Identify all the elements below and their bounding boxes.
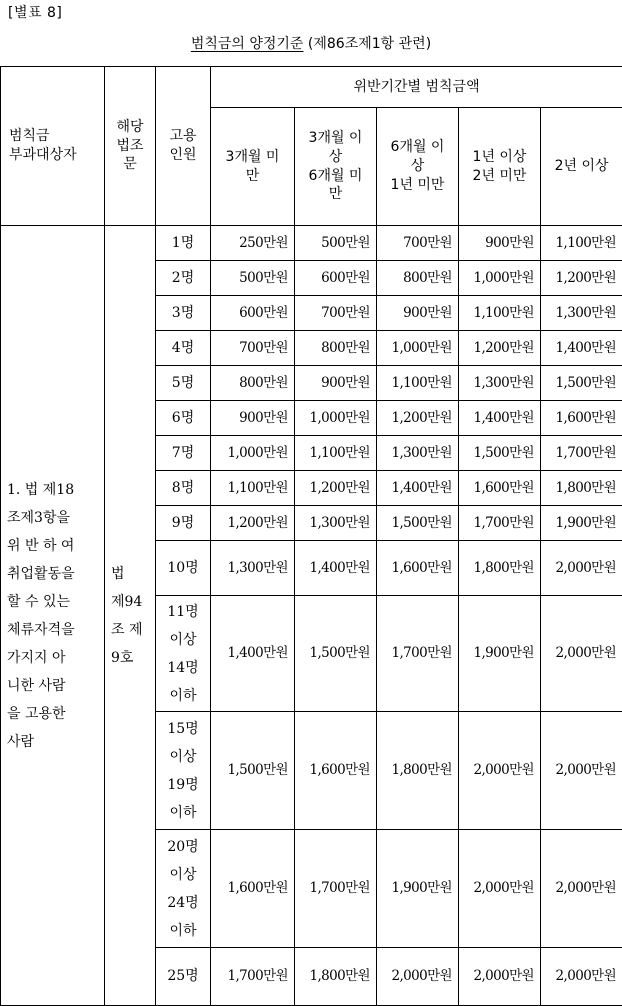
- penalty-amount: 1,500만원: [377, 506, 459, 541]
- header-period-4: 1년 이상 2년 미만: [459, 108, 541, 226]
- penalty-amount: 600만원: [295, 261, 377, 296]
- header-article: 해당 법조 문: [105, 67, 156, 226]
- penalty-amount: 1,500만원: [211, 712, 295, 830]
- penalty-amount: 1,600만원: [541, 401, 622, 436]
- penalty-amount: 1,300만원: [295, 506, 377, 541]
- penalty-amount: 2,000만원: [459, 830, 541, 948]
- employee-count: 2명: [156, 261, 211, 296]
- employee-count: 25명: [156, 948, 211, 1006]
- penalty-amount: 1,600만원: [211, 830, 295, 948]
- employee-count: 5명: [156, 366, 211, 401]
- penalty-amount: 1,700만원: [211, 948, 295, 1006]
- header-target: 범칙금 부과대상자: [1, 67, 105, 226]
- employee-count: 8명: [156, 471, 211, 506]
- header-period-1: 3개월 미 만: [211, 108, 295, 226]
- penalty-amount: 2,000만원: [541, 830, 622, 948]
- penalty-amount: 1,000만원: [211, 436, 295, 471]
- penalty-amount: 1,300만원: [211, 541, 295, 596]
- penalty-amount: 250만원: [211, 226, 295, 261]
- penalty-amount: 900만원: [295, 366, 377, 401]
- penalty-amount: 1,000만원: [459, 261, 541, 296]
- penalty-amount: 1,500만원: [541, 366, 622, 401]
- header-period-group: 위반기간별 범칙금액: [211, 67, 622, 108]
- employee-count: 20명 이상 24명 이하: [156, 830, 211, 948]
- penalty-amount: 1,100만원: [541, 226, 622, 261]
- penalty-amount: 600만원: [211, 296, 295, 331]
- penalty-amount: 2,000만원: [541, 541, 622, 596]
- penalty-amount: 1,400만원: [377, 471, 459, 506]
- penalty-amount: 1,000만원: [377, 331, 459, 366]
- penalty-amount: 1,400만원: [541, 331, 622, 366]
- employee-count: 3명: [156, 296, 211, 331]
- penalty-amount: 800만원: [377, 261, 459, 296]
- penalty-amount: 1,100만원: [295, 436, 377, 471]
- penalty-amount: 1,700만원: [459, 506, 541, 541]
- penalty-amount: 1,600만원: [459, 471, 541, 506]
- table-row: [1, 226, 622, 261]
- title-main: 범칙금의 양정기준: [191, 36, 304, 52]
- penalty-amount: 1,800만원: [295, 948, 377, 1006]
- penalty-amount: 1,800만원: [459, 541, 541, 596]
- penalty-amount: 1,200만원: [211, 506, 295, 541]
- header-period-5: 2년 이상: [541, 108, 622, 226]
- penalty-amount: 700만원: [295, 296, 377, 331]
- penalty-amount: 900만원: [377, 296, 459, 331]
- penalty-amount: 1,200만원: [377, 401, 459, 436]
- penalty-amount: 1,200만원: [541, 261, 622, 296]
- penalty-amount: 1,900만원: [377, 830, 459, 948]
- penalty-amount: 1,700만원: [541, 436, 622, 471]
- penalty-amount: 1,000만원: [295, 401, 377, 436]
- header-period-2: 3개월 이 상 6개월 미 만: [295, 108, 377, 226]
- penalty-amount: 700만원: [211, 331, 295, 366]
- penalty-amount: 1,600만원: [377, 541, 459, 596]
- penalty-amount: 1,900만원: [459, 596, 541, 712]
- article-reference: 법 제94 조 제 9호: [105, 226, 156, 1006]
- penalty-amount: 1,900만원: [541, 506, 622, 541]
- penalty-amount: 500만원: [211, 261, 295, 296]
- penalty-amount: 1,400만원: [295, 541, 377, 596]
- employee-count: 6명: [156, 401, 211, 436]
- penalty-amount: 700만원: [377, 226, 459, 261]
- title-reference: (제86조제1항 관련): [303, 36, 431, 52]
- penalty-amount: 1,300만원: [541, 296, 622, 331]
- penalty-amount: 1,500만원: [459, 436, 541, 471]
- penalty-amount: 1,100만원: [459, 296, 541, 331]
- employee-count: 10명: [156, 541, 211, 596]
- penalty-amount: 900만원: [459, 226, 541, 261]
- penalty-amount: 1,100만원: [377, 366, 459, 401]
- penalty-amount: 800만원: [295, 331, 377, 366]
- document-title: [0, 33, 622, 53]
- penalty-amount: 1,400만원: [211, 596, 295, 712]
- penalty-table: [0, 66, 622, 1006]
- penalty-amount: 2,000만원: [459, 712, 541, 830]
- penalty-amount: 1,200만원: [459, 331, 541, 366]
- penalty-amount: 2,000만원: [377, 948, 459, 1006]
- penalty-amount: 1,700만원: [295, 830, 377, 948]
- header-period-3: 6개월 이 상 1년 미만: [377, 108, 459, 226]
- employee-count: 4명: [156, 331, 211, 366]
- penalty-amount: 1,200만원: [295, 471, 377, 506]
- appendix-label: [별표 8]: [8, 2, 62, 22]
- employee-count: 15명 이상 19명 이하: [156, 712, 211, 830]
- penalty-amount: 2,000만원: [541, 948, 622, 1006]
- penalty-amount: 1,500만원: [295, 596, 377, 712]
- penalty-amount: 1,300만원: [459, 366, 541, 401]
- employee-count: 9명: [156, 506, 211, 541]
- penalty-amount: 1,400만원: [459, 401, 541, 436]
- penalty-amount: 800만원: [211, 366, 295, 401]
- penalty-amount: 1,700만원: [377, 596, 459, 712]
- penalty-amount: 1,800만원: [377, 712, 459, 830]
- employee-count: 1명: [156, 226, 211, 261]
- penalty-amount: 1,600만원: [295, 712, 377, 830]
- penalty-amount: 2,000만원: [459, 948, 541, 1006]
- target-description: 1. 법 제18 조제3항을 위 반 하 여 취업활동을 할 수 있는 체류자격을 가지지 아 니한 사람 을 고용한 사람: [1, 226, 105, 1006]
- penalty-amount: 1,300만원: [377, 436, 459, 471]
- penalty-amount: 1,800만원: [541, 471, 622, 506]
- penalty-amount: 1,100만원: [211, 471, 295, 506]
- employee-count: 11명 이상 14명 이하: [156, 596, 211, 712]
- penalty-amount: 2,000만원: [541, 596, 622, 712]
- header-employees: 고용 인원: [156, 67, 211, 226]
- penalty-amount: 2,000만원: [541, 712, 622, 830]
- penalty-amount: 500만원: [295, 226, 377, 261]
- penalty-amount: 900만원: [211, 401, 295, 436]
- employee-count: 7명: [156, 436, 211, 471]
